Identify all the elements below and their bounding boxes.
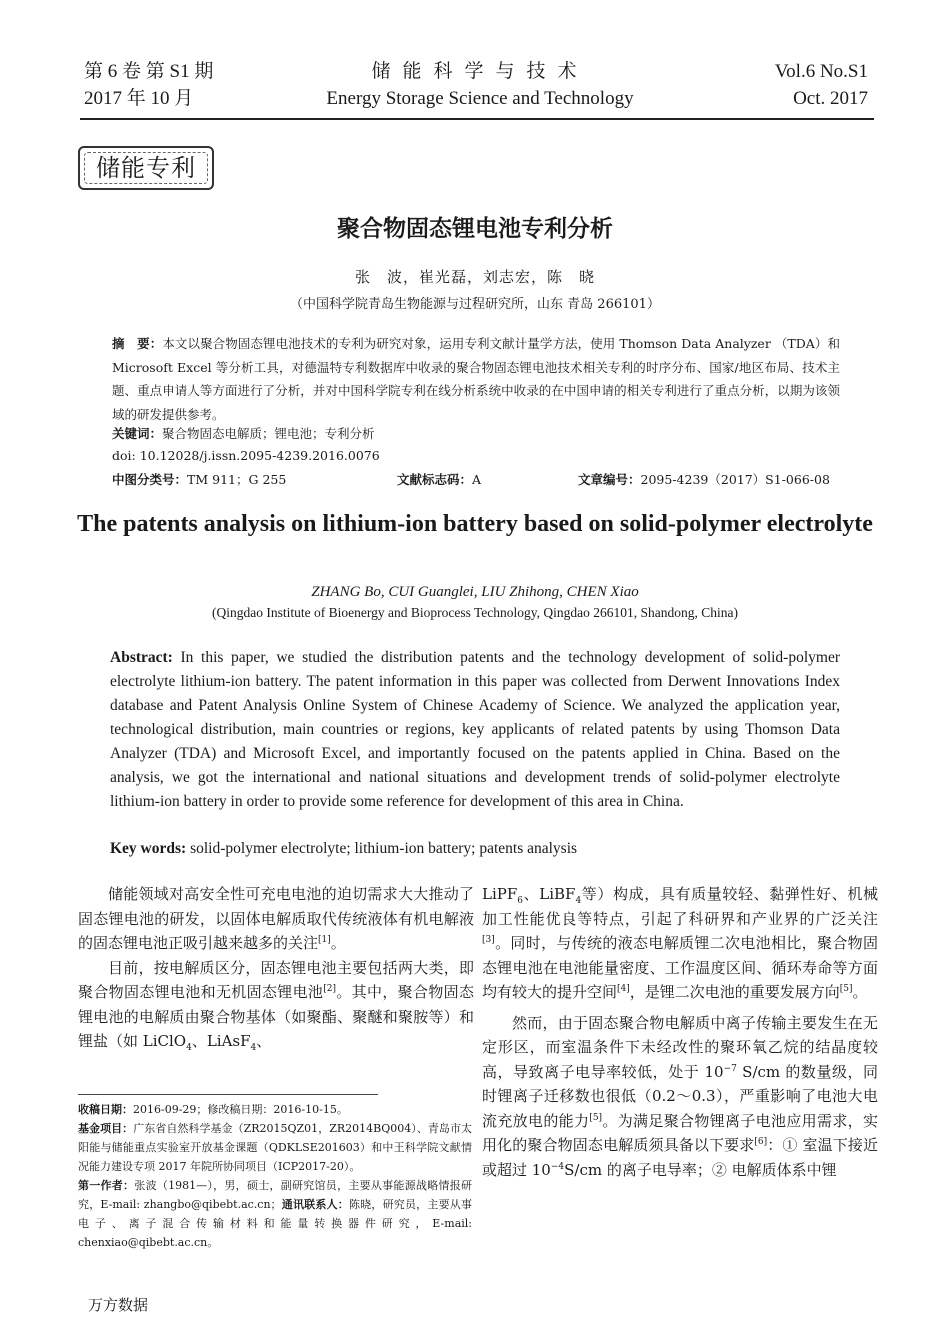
- keywords-en-text: solid-polymer electrolyte; lithium-ion battery; patents analysis: [186, 840, 578, 857]
- volume-en: Vol.6 No.S1: [774, 61, 868, 82]
- authors-cn: 张 波，崔光磊，刘志宏，陈 晓: [354, 268, 595, 286]
- footnote-text: 陈晓，研究员，主要从事电子、离子混合传输材料和能量转换器件研究，E-mail: chenxiao@qibebt.ac.cn。: [78, 1198, 472, 1249]
- body-column-right: [482, 882, 878, 1182]
- footnote-author: [78, 1176, 472, 1252]
- footnote-rule: [78, 1094, 378, 1095]
- doi: doi: 10.12028/j.issn.2095-4239.2016.0076: [112, 448, 380, 463]
- watermark: 万方数据: [88, 1296, 149, 1314]
- body-text: 等）构成，具有质量较轻、黏弹性好、机械加工性能优良等特点，引起了科研界和产业界的广泛关注: [482, 885, 878, 928]
- footnote-label: 收稿日期：: [78, 1103, 133, 1116]
- abstract-en-text: In this paper, we studied the distribution patents and the technology development of solid-polymer electrolyte lithium-ion battery. The patent information in this paper was collected from Derwent Innovations Index database and Patent Analysis Online System of Chinese Academy of Science. We analyzed the application year, technological distribution, main countries or regions, key applicants of related patents by using Thomson Data Analyzer (TDA) and Microsoft Excel, and importantly focused on the patents applied in China. Based on the analysis, we got the international and national situations and development trends of solid-polymer electrolyte lithium-ion battery in order to provide some reference for development of this area in China.: [110, 649, 840, 810]
- clc-value: TM 911；G 255: [187, 472, 287, 487]
- citation: [4]: [617, 984, 630, 994]
- keywords-cn-text: 聚合物固态电解质；锂电池；专利分析: [162, 426, 375, 441]
- footnotes: [78, 1100, 472, 1252]
- clc-label: 中图分类号：: [112, 472, 188, 487]
- clc-number: [112, 470, 286, 488]
- body-paragraph: [78, 956, 474, 1054]
- body-text: 。为满足聚合物锂离子电池应用需求，实用化的聚合物固态电解质须具备以下要求: [482, 1111, 878, 1154]
- superscript: −4: [550, 1161, 565, 1172]
- abstract-cn-label: 摘 要：: [112, 336, 163, 351]
- citation: [3]: [482, 935, 495, 945]
- body-paragraph: 储能领域对高安全性可充电电池的迫切需求大大推动了固态锂电池的研发，以固体电解质取代传统液体有机电解液的固态锂电池正吸引越来越多的关注[1]。: [78, 885, 474, 952]
- body-text: LiPF: [482, 885, 518, 903]
- body-text: 。: [852, 983, 868, 1001]
- citation: [1]: [318, 935, 331, 945]
- body-paragraph: [482, 1011, 878, 1183]
- section-badge: 储能专利: [78, 146, 214, 190]
- keywords-cn-label: 关键词：: [112, 426, 163, 441]
- body-column-left: [78, 882, 474, 1054]
- keywords-en: [110, 840, 577, 858]
- body-text: 、LiAsF: [191, 1032, 251, 1050]
- citation: [5]: [839, 984, 853, 994]
- article-value: 2095-4239（2017）S1-066-08: [640, 472, 830, 487]
- abstract-en-label: Abstract:: [110, 649, 173, 666]
- abstract-cn-text: 本文以聚合物固态锂电池技术的专利为研究对象，运用专利文献计量学方法，使用 Thomson Data Analyzer （TDA）和 Microsoft Excel 等分析工具，对德温特专利数据库中收录的聚合物固态锂电池技术相关专利的时序分布、国家/地区布局、技术主题、重点申请人等方面进行了分析，并对中国科学院专利在线分析系统中收录的在中国申请的相关专利进行了重点分析，以期为该领域的研发提供参考。: [112, 336, 840, 422]
- abstract-cn: [112, 332, 840, 426]
- footnote-label: 通讯联系人：: [281, 1198, 349, 1211]
- title-en: The patents analysis on lithium-ion battery based on solid-polymer electrolyte: [77, 511, 873, 537]
- issue-date-en: Oct. 2017: [793, 88, 868, 109]
- authors-en: ZHANG Bo, CUI Guanglei, LIU Zhihong, CHEN Xiao: [311, 584, 639, 600]
- body-text: S/cm 的数量级，同时锂离子迁移数也很低（0.2～0.3），严重影响了电池大电流充放电的能力: [482, 1062, 878, 1130]
- citation: [5]: [589, 1112, 603, 1123]
- citation: [2]: [323, 984, 337, 994]
- body-text: 、LiBF: [523, 885, 576, 903]
- body-text: 。其中，聚合物固态锂电池的电解质由聚合物基体（如聚酯、聚醚和聚胺等）和锂盐（如 LiClO: [78, 983, 474, 1050]
- keywords-en-label: Key words:: [110, 840, 187, 857]
- footnote-received: [78, 1100, 472, 1119]
- journal-name: [300, 58, 660, 112]
- superscript: −7: [723, 1063, 737, 1074]
- doc-label: 文献标志码：: [397, 472, 473, 487]
- footnote-text: 2016-09-29；修改稿日期：2016-10-15。: [133, 1103, 348, 1116]
- subscript: 4: [186, 1043, 192, 1053]
- journal-name-cn: 储能科学与技术: [371, 61, 589, 82]
- footnote-text: 广东省自然科学基金（ZR2015QZ01，ZR2014BQ004）、青岛市太阳能与储能重点实验室开放基金课题（QDKLSE201603）和中王科学院文献情况能力建设专项 2017 年院所协同项目（ICP2017-20）。: [78, 1122, 473, 1173]
- subscript: 4: [575, 896, 582, 906]
- body-text: 目前，按电解质区分，固态锂电池主要包括两大类，即聚合物固态锂电池和无机固态锂电池: [78, 958, 474, 1001]
- subscript: 4: [250, 1043, 257, 1053]
- journal-issue: [84, 58, 213, 112]
- article-label: 文章编号：: [578, 472, 641, 487]
- footnote-fund: [78, 1119, 472, 1176]
- header-rule: [80, 118, 874, 120]
- body-text: ：① 室温下接近或超过 10: [482, 1136, 878, 1179]
- body-text: S/cm 的离子电导率；② 电解质体系中锂: [564, 1160, 837, 1179]
- footnote-text: 张波（1981—），男，硕士，副研究馆员，主要从事能源战略情报研究，E-mail: zhangbo@qibebt.ac.cn；: [78, 1179, 472, 1211]
- title-cn: 聚合物固态锂电池专利分析: [337, 216, 613, 242]
- abstract-en: [110, 646, 840, 814]
- subscript: 6: [517, 896, 523, 906]
- journal-name-en: Energy Storage Science and Technology: [326, 88, 634, 109]
- body-text: 储能领域对高安全性可充电电池的迫切需求大大推动了固态锂电池的研发，以固体电解质取代传统液体有机电解液的固态锂电池正吸引越来越多的关注: [78, 885, 474, 952]
- footnote-label: 第一作者：: [78, 1179, 135, 1192]
- body-paragraph: [482, 882, 878, 1005]
- body-text: 然而，由于固态聚合物电解质中离子传输主要发生在无定形区，而室温条件下未经改性的聚环氧乙烷的结晶度较高，导致离子电导率较低，处于 10: [482, 1013, 878, 1081]
- body-text: ，是锂二次电池的重要发展方向: [629, 983, 840, 1001]
- footnote-label: 基金项目：: [78, 1122, 134, 1135]
- body-text: 。同时，与传统的液态电解质锂二次电池相比，聚合物固态锂电池在电池能量密度、工作温度区间、循环寿命等方面均有较大的提升空间: [482, 934, 878, 1001]
- affiliation-cn: （中国科学院青岛生物能源与过程研究所，山东 青岛 266101）: [290, 297, 660, 312]
- volume-issue: 第 6 卷 第 S1 期: [84, 61, 214, 82]
- article-number: [578, 470, 830, 488]
- doc-code: [397, 470, 481, 488]
- doc-value: A: [472, 472, 482, 487]
- citation: [6]: [754, 1137, 768, 1147]
- journal-volume-en: [775, 58, 868, 112]
- body-text: 、: [256, 1032, 272, 1050]
- issue-date-cn: 2017 年 10 月: [84, 88, 194, 109]
- affiliation-en: (Qingdao Institute of Bioenergy and Bioprocess Technology, Qingdao 266101, Shandong, China): [212, 605, 738, 620]
- keywords-cn: [112, 424, 375, 442]
